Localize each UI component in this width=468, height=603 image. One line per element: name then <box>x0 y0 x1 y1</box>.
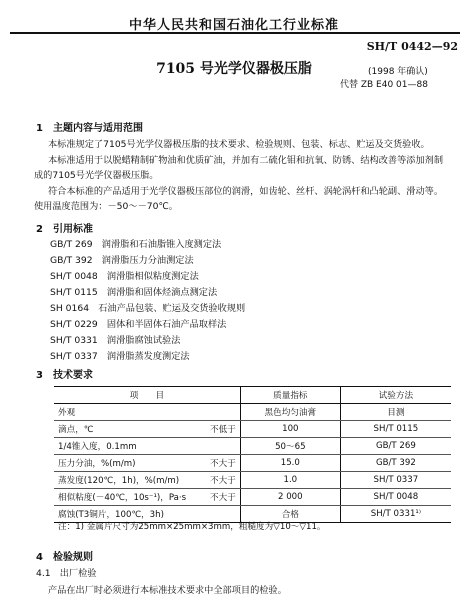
row-method: SH/T 0115 <box>340 421 451 438</box>
reference-item: SH/T 0229 固体和半固体石油产品取样法 <box>50 319 227 330</box>
row-name: 滴点，℃ <box>54 421 206 438</box>
table-row <box>54 404 451 421</box>
reference-item: SH/T 0337 润滑脂蒸发度测定法 <box>50 351 190 362</box>
replace-note: 代替 ZB E40 01—88 <box>340 80 428 90</box>
row-name: 压力分油，%(m/m) <box>54 455 206 472</box>
row-method: SH/T 0331¹⁾ <box>340 506 451 523</box>
row-condition: 不大于 <box>206 489 240 506</box>
section-1-paragraph-2: 本标准适用于以脱蜡精制矿物油和优质矿油，并加有二硫化钼和抗氧、防锈、结构改善等添加剂制成的7105号光学仪器极压脂。 <box>34 155 444 181</box>
reference-item: GB/T 269 润滑脂和石油脂锥入度测定法 <box>50 239 222 250</box>
section-3-title: 3 技术要求 <box>36 370 93 381</box>
row-name: 蒸发度(120℃，1h)，%(m/m) <box>54 472 206 489</box>
section-4-1-title: 4.1 出厂检验 <box>36 568 97 579</box>
table-header-row <box>54 387 451 404</box>
row-method: GB/T 392 <box>340 455 451 472</box>
table-row <box>54 472 451 489</box>
row-name: 腐蚀(T3铜片，100℃，3h) <box>54 506 206 523</box>
row-value: 合格 <box>240 506 340 523</box>
section-1-title: 1 主题内容与适用范围 <box>36 123 143 134</box>
header-rule <box>10 32 460 34</box>
row-method: 目测 <box>340 404 451 421</box>
row-name: 1/4锥入度，0.1mm <box>54 438 206 455</box>
document-title: 7105 号光学仪器极压脂 <box>156 61 312 77</box>
row-value: 黑色均匀油膏 <box>240 404 340 421</box>
technical-requirements-table <box>54 386 451 523</box>
reference-item: SH/T 0048 润滑脂相似粘度测定法 <box>50 271 199 282</box>
row-value: 100 <box>240 421 340 438</box>
reference-item: SH/T 0115 润滑脂和固体烃滴点测定法 <box>50 287 218 298</box>
row-condition: 不大于 <box>206 455 240 472</box>
row-method: SH/T 0337 <box>340 472 451 489</box>
row-condition: 不大于 <box>206 472 240 489</box>
table-row <box>54 455 451 472</box>
table-row <box>54 489 451 506</box>
section-1-paragraph-1: 本标准规定了7105号光学仪器极压脂的技术要求、检验规则、包装、标志、贮运及交货验收。 <box>48 139 430 150</box>
row-value: 1.0 <box>240 472 340 489</box>
row-name: 相似粘度(－40℃，10s⁻¹)，Pa·s <box>54 489 206 506</box>
standard-code: SH/T 0442—92 <box>366 40 458 53</box>
table-row <box>54 421 451 438</box>
header-value: 质量指标 <box>240 387 340 404</box>
row-method: SH/T 0048 <box>340 489 451 506</box>
reference-item: GB/T 392 润滑脂压力分油测定法 <box>50 255 194 266</box>
section-4-title: 4 检验规则 <box>36 552 93 563</box>
reconfirm-note: (1998 年确认) <box>368 67 428 77</box>
references-list <box>50 237 450 365</box>
header-item: 项 目 <box>54 387 240 404</box>
section-1-paragraph-3: 符合本标准的产品适用于光学仪器极压部位的润滑，如齿轮、丝杆、涡轮涡杆和凸轮副、滑动等。使用温度范围为：－50～－70℃。 <box>34 186 444 212</box>
header-method: 试验方法 <box>340 387 451 404</box>
row-value: 2 000 <box>240 489 340 506</box>
standard-category-title: 中华人民共和国石油化工行业标准 <box>128 18 339 33</box>
section-4-1-paragraph: 产品在出厂时必须进行本标准技术要求中全部项目的检验。 <box>48 585 287 596</box>
row-name: 外观 <box>54 404 206 421</box>
reference-item: SH 0164 石油产品包装、贮运及交货验收规则 <box>50 303 246 314</box>
table-footnote: 注：1) 金属片尺寸为25mm×25mm×3mm，粗糙度为▽10～▽11。 <box>58 522 326 532</box>
row-value: 50～65 <box>240 438 340 455</box>
section-2-title: 2 引用标准 <box>36 224 93 235</box>
row-value: 15.0 <box>240 455 340 472</box>
table-row <box>54 438 451 455</box>
row-condition <box>206 404 240 421</box>
row-condition: 不低于 <box>206 421 240 438</box>
row-condition <box>206 438 240 455</box>
row-method: GB/T 269 <box>340 438 451 455</box>
reference-item: SH/T 0331 润滑脂腐蚀试验法 <box>50 335 181 346</box>
